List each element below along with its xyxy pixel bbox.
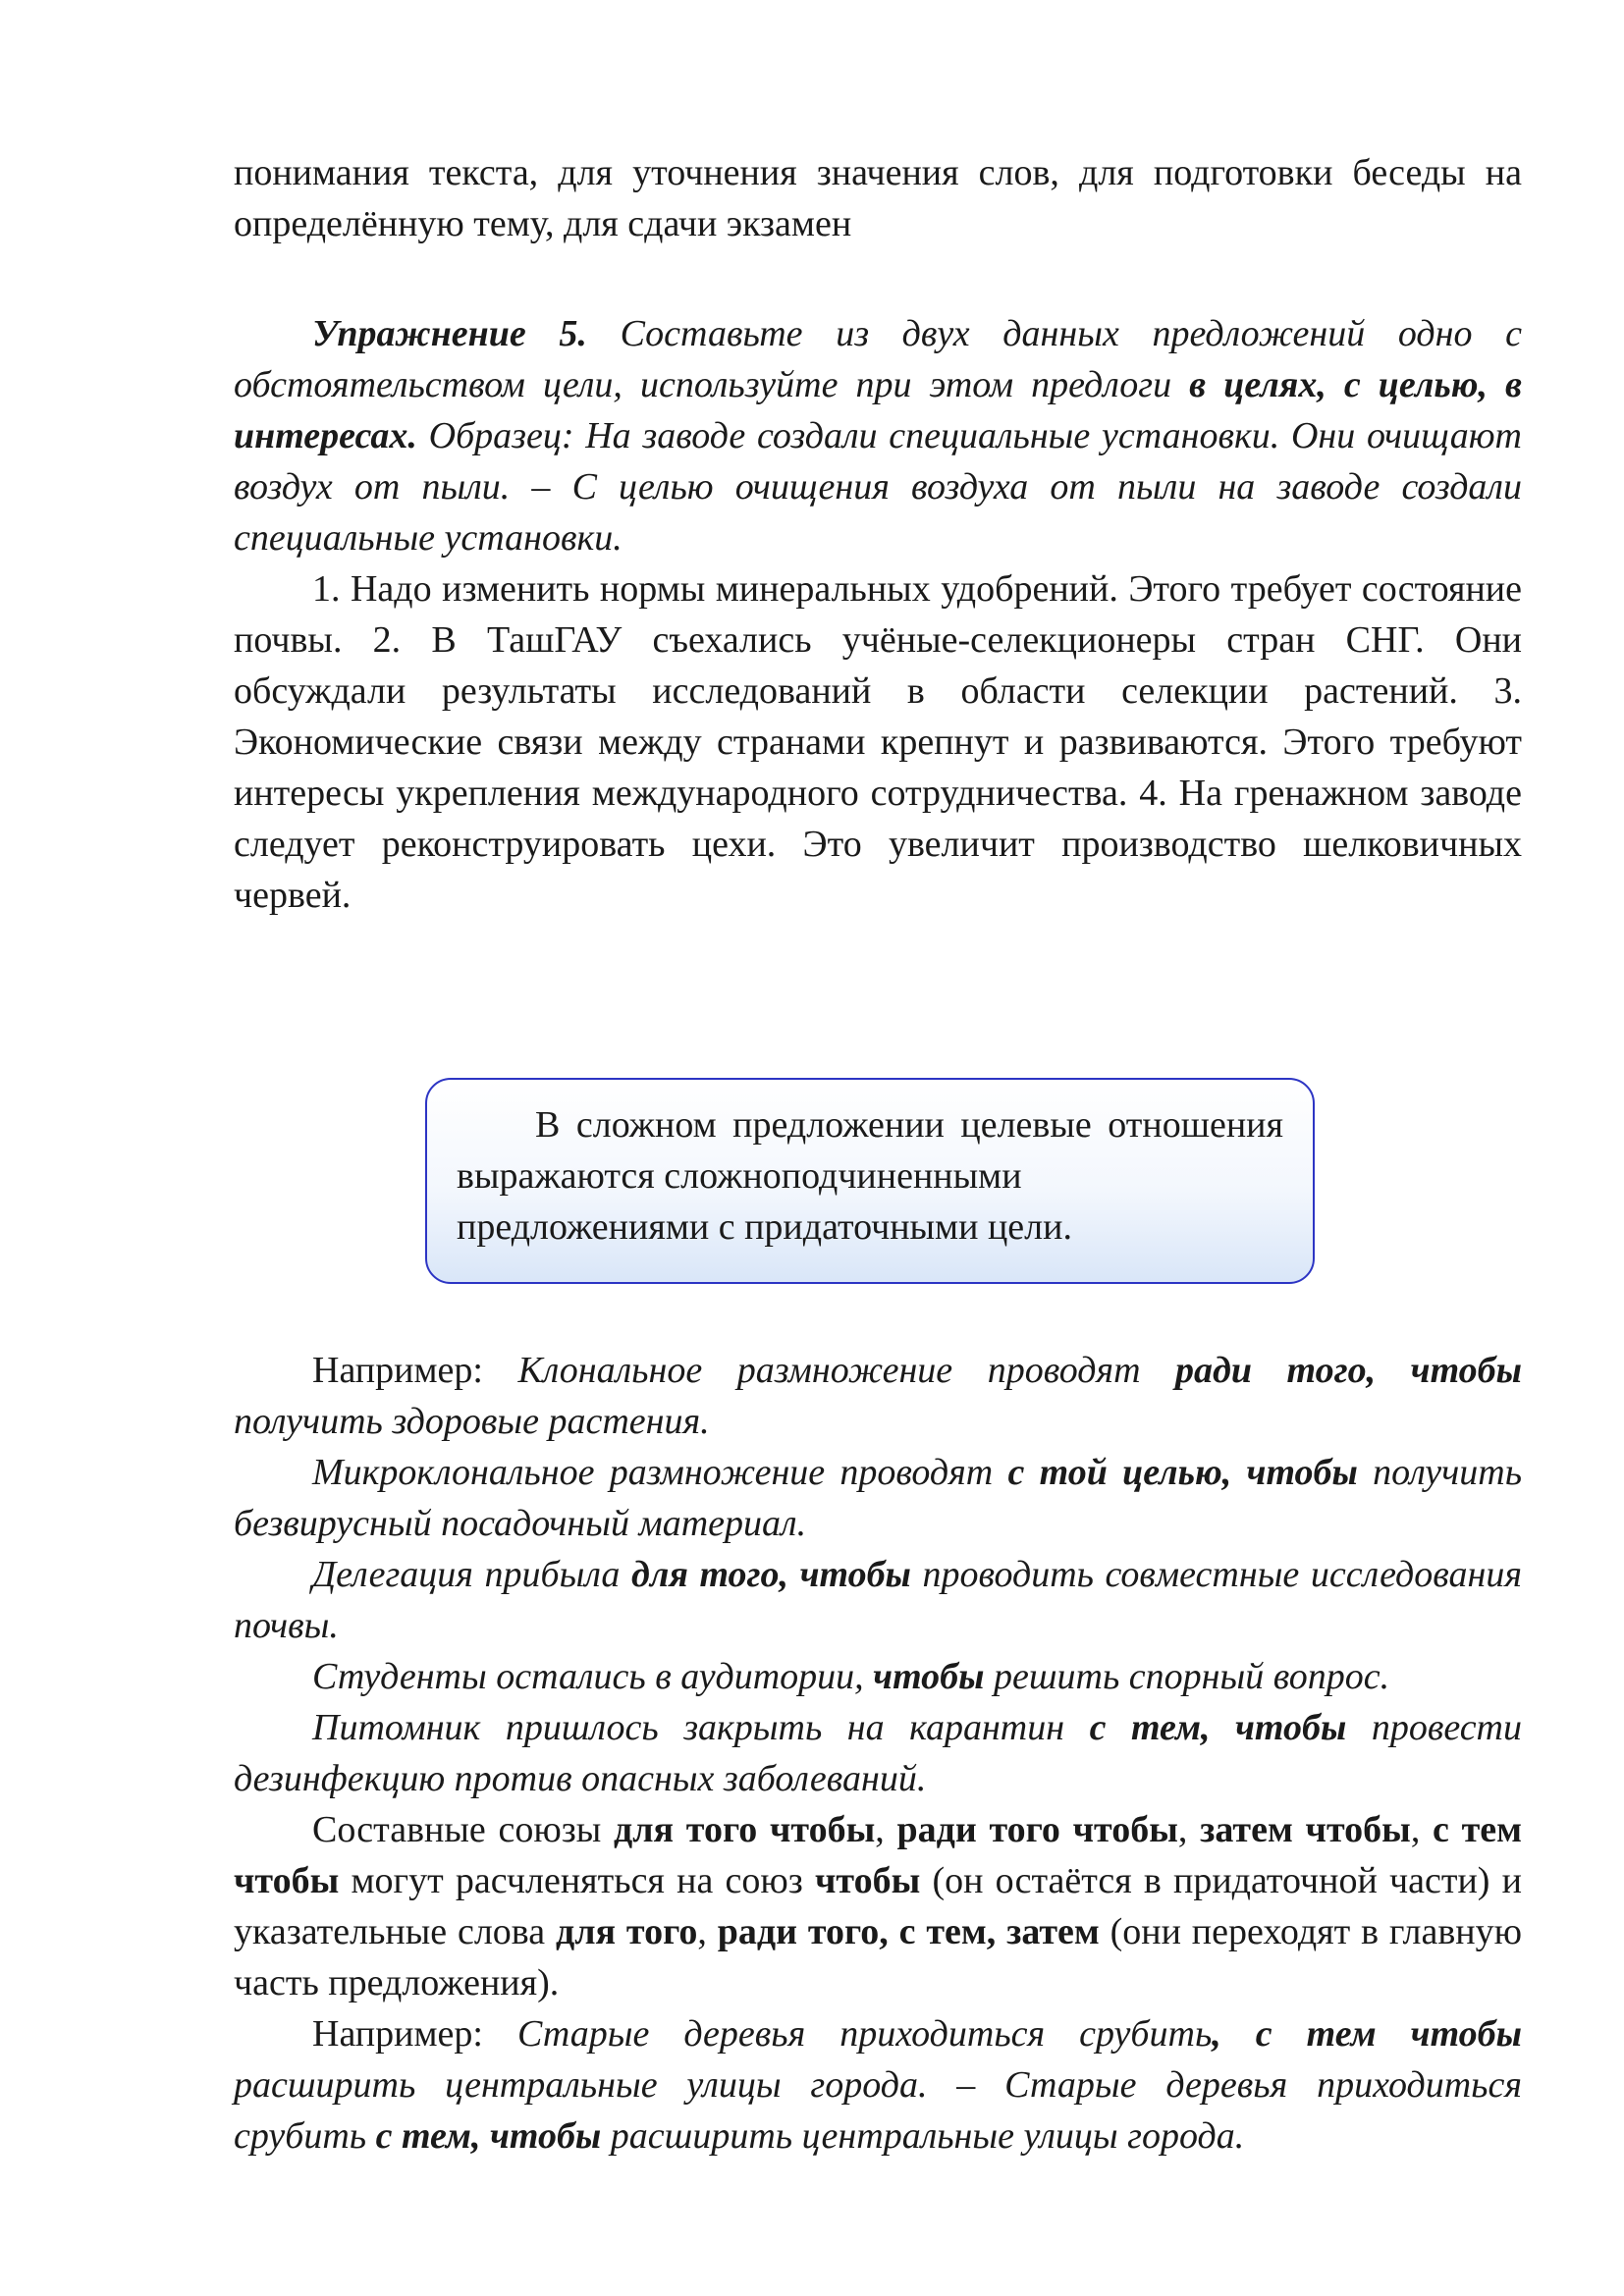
text-run: для того чтобы xyxy=(614,1809,876,1850)
text-run: Клональное размножение проводят xyxy=(517,1350,1176,1391)
text-run: чтобы xyxy=(873,1656,985,1697)
text-run: Составные союзы xyxy=(312,1809,614,1850)
examples-section xyxy=(234,1345,1522,2162)
conjunctions-rule-paragraph xyxy=(234,1804,1522,2008)
text-run: с тем чтобы xyxy=(234,1809,1523,1901)
text-run: получить здоровые растения. xyxy=(234,1401,710,1442)
text-run: , с тем чтобы xyxy=(1212,2013,1523,2055)
text-run: затем чтобы xyxy=(1200,1809,1411,1850)
rule-callout-box xyxy=(425,1078,1315,1284)
text-run: Образец: На заводе создали специальные установки. Они очищают воздух от пыли. – С целью очищения воздуха от пыли на заводе создали специальные установки. xyxy=(234,415,1522,559)
rule-text-line-2: предложениями с придаточными цели. xyxy=(457,1206,1072,1248)
example-paragraph xyxy=(234,1345,1522,1447)
text-run: Например: xyxy=(312,1350,518,1391)
document-page xyxy=(234,147,1522,2162)
text-run: понимания текста, для уточнения значения слов, для подготовки беседы на определённую тему, для сдачи экзамен xyxy=(234,152,1522,244)
text-run: Составьте из двух данных предложений одно с обстоятельством цели, используйте при этом предлоги xyxy=(234,313,1522,405)
text-run: с той целью, чтобы xyxy=(1007,1452,1358,1493)
text-run: в целях, с целью, в интересах. xyxy=(234,364,1522,456)
example-paragraph xyxy=(234,1447,1522,1549)
text-run: решить спорный вопрос. xyxy=(984,1656,1390,1697)
exercise-5-instruction xyxy=(234,308,1522,563)
text-run: Например: xyxy=(312,2013,517,2055)
exercise-5-items xyxy=(234,563,1522,921)
text-run: провести дезинфекцию против опасных заболеваний. xyxy=(234,1707,1522,1799)
text-run: ради того, чтобы xyxy=(1175,1350,1522,1391)
text-run: , xyxy=(1177,1809,1201,1850)
text-run: Старые деревья приходиться срубить xyxy=(516,2013,1213,2055)
text-run: расширить центральные улицы города. xyxy=(601,2115,1245,2157)
text-run: (он остаётся в придаточной части) и указательные слова xyxy=(234,1860,1522,1952)
text-run: ради того, с тем, затем xyxy=(717,1911,1100,1952)
text-run: Питомник пришлось закрыть на карантин xyxy=(312,1707,1090,1748)
text-run: для того xyxy=(555,1911,698,1952)
text-run: , xyxy=(875,1809,897,1850)
text-run: получить безвирусный посадочный материал. xyxy=(234,1452,1522,1544)
example-paragraph xyxy=(234,1549,1522,1651)
text-run: Делегация прибыла xyxy=(312,1554,631,1595)
text-run: для того, чтобы xyxy=(630,1554,911,1595)
text-run: с тем, чтобы xyxy=(1089,1707,1347,1748)
paragraph-continuation xyxy=(234,147,1522,249)
rule-text-line-1: В сложном предложении целевые отношения выражаются сложноподчиненными xyxy=(457,1104,1283,1197)
text-run: с тем, чтобы xyxy=(375,2115,602,2157)
text-run: Микроклональное размножение проводят xyxy=(312,1452,1008,1493)
text-run: (они переходят в главную часть предложения). xyxy=(234,1911,1523,2003)
text-run: Упражнение 5. xyxy=(312,313,587,354)
text-run: проводить совместные исследования почвы. xyxy=(234,1554,1522,1646)
text-run: чтобы xyxy=(814,1860,921,1901)
text-run: 1. Надо изменить нормы минеральных удобрений. Этого требует состояние почвы. 2. В ТашГАУ съехались учёные-селекционеры стран СНГ. Они обсуждали результаты исследований в области селекции растений. 3. Экономические связи между странами крепнут и развиваются. Этого требуют интересы укрепления международного сотрудничества. 4. На гренажном заводе следует реконструировать цехи. Это увеличит производство шелковичных червей. xyxy=(234,568,1522,916)
text-run: Студенты остались в аудитории, xyxy=(312,1656,874,1697)
text-run: расширить центральные улицы города. – Старые деревья приходиться срубить xyxy=(234,2064,1522,2157)
text-run: могут расчленяться на союз xyxy=(339,1860,815,1901)
text-run: , xyxy=(697,1911,718,1952)
example-paragraph xyxy=(234,1702,1522,1804)
text-run: ради того чтобы xyxy=(896,1809,1178,1850)
text-run: , xyxy=(1410,1809,1434,1850)
example-paragraph xyxy=(234,2008,1522,2162)
example-paragraph xyxy=(234,1651,1522,1702)
